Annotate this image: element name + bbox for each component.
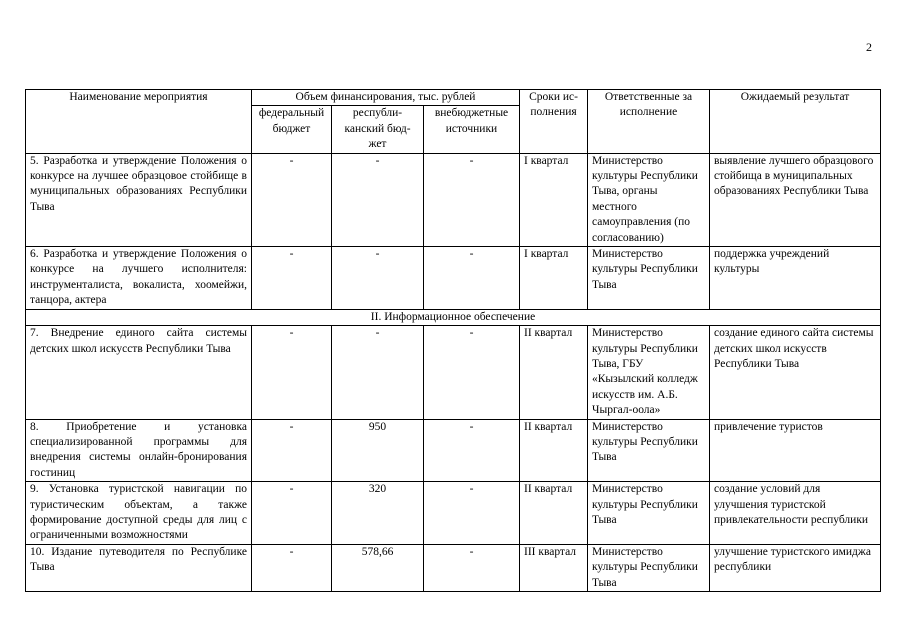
- row-result: поддержка учреждений культуры: [710, 247, 881, 310]
- row-deadline: II квартал: [520, 326, 588, 419]
- row-result: привлечение туристов: [710, 419, 881, 482]
- row-republic: -: [332, 326, 424, 419]
- table-row: [26, 482, 881, 545]
- row-federal: -: [252, 419, 332, 482]
- row-republic: -: [332, 247, 424, 310]
- row-extra: -: [424, 419, 520, 482]
- table-row: [26, 419, 881, 482]
- row-federal: -: [252, 544, 332, 591]
- col-header-responsible: Ответственные за исполнение: [588, 90, 710, 154]
- row-deadline: I квартал: [520, 153, 588, 246]
- table-row: [26, 544, 881, 591]
- row-deadline: II квартал: [520, 482, 588, 545]
- row-extra: -: [424, 544, 520, 591]
- row-deadline: II квартал: [520, 419, 588, 482]
- section-row: [26, 309, 881, 325]
- col-header-deadline: Сроки ис-полнения: [520, 90, 588, 154]
- row-result: создание единого сайта системы детских школ искусств Республики Тыва: [710, 326, 881, 419]
- col-header-result: Ожидаемый результат: [710, 90, 881, 154]
- col-header-extra: внебюджетные источники: [424, 106, 520, 153]
- row-name: 5. Разработка и утверждение Положения о конкурсе на лучшее образцовое стойбище в муниципальных образованиях Республики Тыва: [26, 153, 252, 246]
- row-name: 6. Разработка и утверждение Положения о конкурсе на лучшего исполнителя: инструменталиста, вокалиста, хоомейжи, танцора, актера: [26, 247, 252, 310]
- row-federal: -: [252, 326, 332, 419]
- row-name: 9. Установка туристской навигации по туристическим объектам, а также формирование доступной среды для лиц с ограниченными возможностями: [26, 482, 252, 545]
- row-extra: -: [424, 482, 520, 545]
- col-header-republic: республи-канский бюд-жет: [332, 106, 424, 153]
- row-federal: -: [252, 153, 332, 246]
- section-title: II. Информационное обеспечение: [26, 309, 881, 325]
- row-responsible: Министерство культуры Республики Тыва, ГБУ «Кызылский колледж искусств им. А.Б. Чыргал-оола»: [588, 326, 710, 419]
- row-federal: -: [252, 247, 332, 310]
- col-header-name: Наименование мероприятия: [26, 90, 252, 154]
- row-responsible: Министерство культуры Республики Тыва: [588, 419, 710, 482]
- row-republic: 578,66: [332, 544, 424, 591]
- row-result: улучшение туристского имиджа республики: [710, 544, 881, 591]
- row-responsible: Министерство культуры Республики Тыва: [588, 247, 710, 310]
- row-responsible: Министерство культуры Республики Тыва: [588, 544, 710, 591]
- row-republic: 320: [332, 482, 424, 545]
- header-row: [26, 90, 881, 106]
- table-row: [26, 247, 881, 310]
- row-extra: -: [424, 326, 520, 419]
- row-name: 10. Издание путеводителя по Республике Тыва: [26, 544, 252, 591]
- row-extra: -: [424, 247, 520, 310]
- row-responsible: Министерство культуры Республики Тыва: [588, 482, 710, 545]
- row-deadline: III квартал: [520, 544, 588, 591]
- table-row: [26, 153, 881, 246]
- page-number: 2: [866, 40, 872, 54]
- table-row: [26, 326, 881, 419]
- row-republic: -: [332, 153, 424, 246]
- row-deadline: I квартал: [520, 247, 588, 310]
- row-result: создание условий для улучшения туристской привлекательности республики: [710, 482, 881, 545]
- row-name: 8. Приобретение и установка специализированной программы для внедрения системы онлайн-бронирования гостиниц: [26, 419, 252, 482]
- col-header-funding: Объем финансирования, тыс. рублей: [252, 90, 520, 106]
- row-federal: -: [252, 482, 332, 545]
- col-header-federal: федеральный бюджет: [252, 106, 332, 153]
- row-result: выявление лучшего образцового стойбища в муниципальных образованиях Республики Тыва: [710, 153, 881, 246]
- row-republic: 950: [332, 419, 424, 482]
- row-responsible: Министерство культуры Республики Тыва, органы местного самоуправления (по согласованию): [588, 153, 710, 246]
- row-name: 7. Внедрение единого сайта системы детских школ искусств Республики Тыва: [26, 326, 252, 419]
- row-extra: -: [424, 153, 520, 246]
- action-plan-table: [25, 89, 881, 592]
